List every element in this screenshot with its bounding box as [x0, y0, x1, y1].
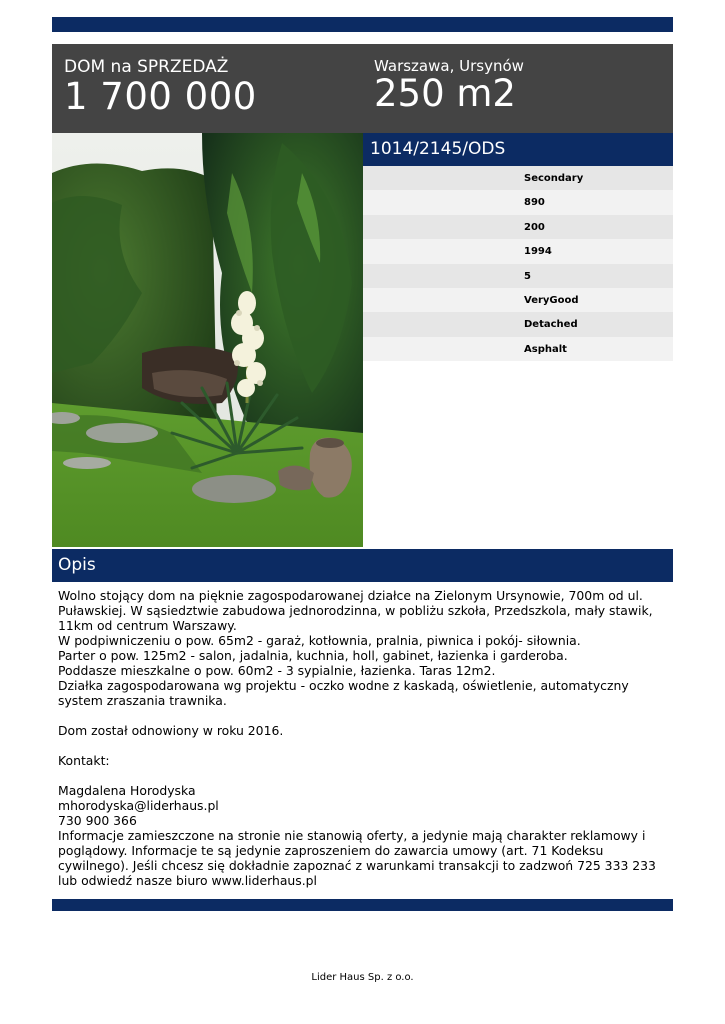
- detail-row: VeryGood: [363, 288, 673, 312]
- property-details: [363, 166, 673, 361]
- description-spacer: [58, 738, 670, 753]
- listing-header: [52, 44, 673, 133]
- description-line: Magdalena Horodyska: [58, 783, 196, 798]
- description-line: Wolno stojący dom na pięknie zagospodarowanej działce na Zielonym Ursynowie, 700m od ul.: [58, 588, 643, 603]
- offer-type: DOM na SPRZEDAŻ: [64, 57, 229, 77]
- detail-row: Detached: [363, 312, 673, 336]
- description-text: [58, 588, 670, 888]
- description-line: 730 900 366: [58, 813, 137, 828]
- detail-row: 200: [363, 215, 673, 239]
- footer-company: Lider Haus Sp. z o.o.: [311, 972, 414, 983]
- description-line: lub odwiedź nasze biuro www.liderhaus.pl: [58, 873, 317, 888]
- description-line: mhorodyska@liderhaus.pl: [58, 798, 219, 813]
- description-line: Informacje zamieszczone na stronie nie stanowią oferty, a jedynie mają charakter reklamowy i: [58, 828, 646, 843]
- bottom-accent-bar: [52, 899, 673, 911]
- description-line: Puławskiej. W sąsiedztwie zabudowa jednorodzinna, w pobliżu szkoła, Przedszkola, mały stawik,: [58, 603, 653, 618]
- detail-row: Secondary: [363, 166, 673, 190]
- description-line: Kontakt:: [58, 753, 110, 768]
- detail-row: 890: [363, 190, 673, 214]
- area: 250 m2: [374, 72, 516, 115]
- top-accent-bar: [52, 17, 673, 32]
- description-heading: Opis: [52, 549, 673, 582]
- detail-row: Asphalt: [363, 337, 673, 361]
- description-line: Parter o pow. 125m2 - salon, jadalnia, kuchnia, holl, gabinet, łazienka i garderoba.: [58, 648, 568, 663]
- description-line: poglądowy. Informacje te są jedynie zaproszeniem do zawarcia umowy (art. 71 Kodeksu: [58, 843, 604, 858]
- description-spacer: [58, 768, 670, 783]
- detail-row: 5: [363, 264, 673, 288]
- description-line: W podpiwniczeniu o pow. 65m2 - garaż, kotłownia, pralnia, piwnica i pokój- siłownia.: [58, 633, 581, 648]
- detail-row: 1994: [363, 239, 673, 263]
- property-photo: [52, 133, 363, 547]
- description-line: Dom został odnowiony w roku 2016.: [58, 723, 284, 738]
- location: Warszawa, Ursynów: [374, 57, 524, 75]
- description-line: cywilnego). Jeśli chcesz się dokładnie zapoznać z warunkami transakcji to zadzwoń 725 333 233: [58, 858, 656, 873]
- description-line: 11km od centrum Warszawy.: [58, 618, 237, 633]
- description-line: Poddasze mieszkalne o pow. 60m2 - 3 sypialnie, łazienka. Taras 12m2.: [58, 663, 496, 678]
- description-spacer: [58, 708, 670, 723]
- description-line: Działka zagospodarowana wg projektu - oczko wodne z kaskadą, oświetlenie, automatyczny: [58, 678, 629, 693]
- price: 1 700 000: [64, 75, 257, 118]
- description-line: system zraszania trawnika.: [58, 693, 227, 708]
- reference-number: 1014/2145/ODS: [363, 133, 673, 166]
